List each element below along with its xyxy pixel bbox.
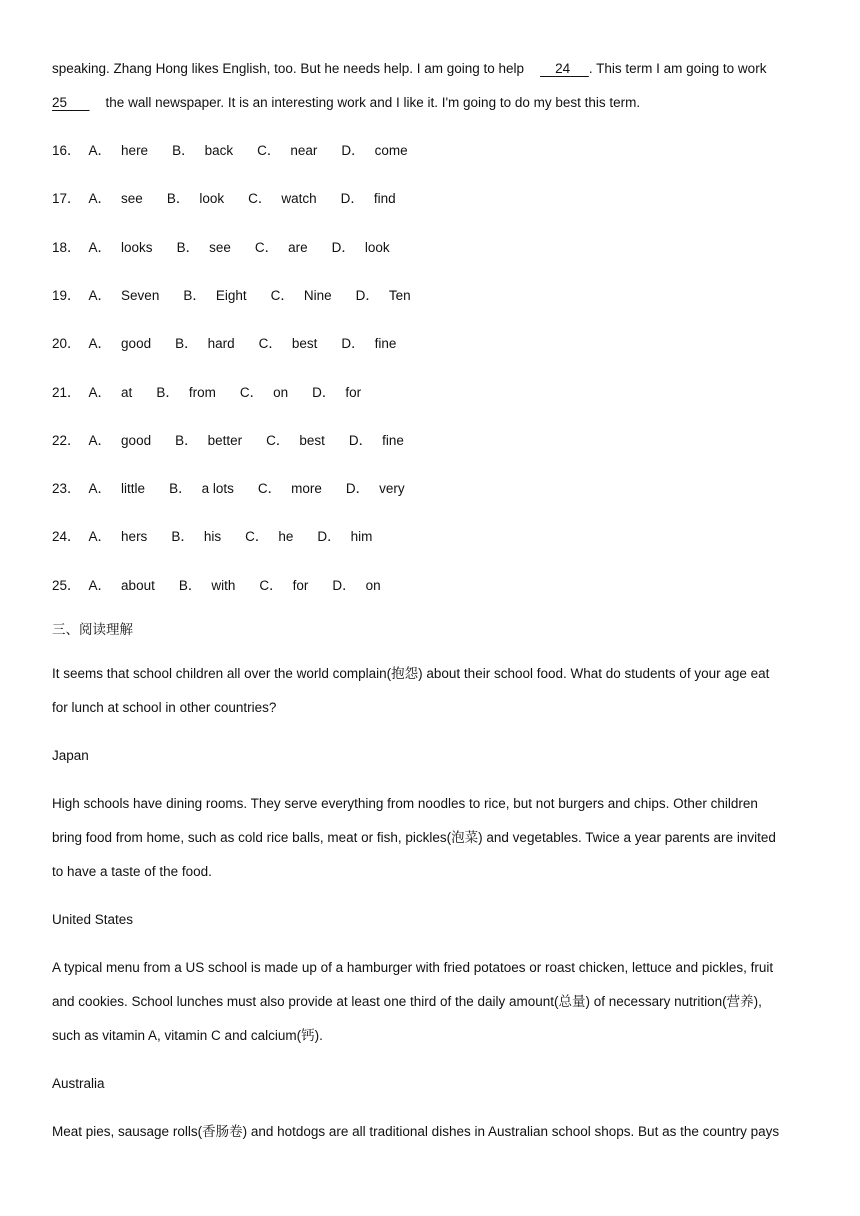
answer-option bbox=[341, 189, 396, 209]
option-letter: A． bbox=[88, 191, 112, 206]
option-text: find bbox=[373, 191, 396, 206]
option-letter: D． bbox=[341, 336, 365, 351]
answer-option bbox=[175, 431, 242, 451]
option-letter: C． bbox=[254, 240, 279, 255]
subheading-united-states: United States bbox=[52, 912, 134, 927]
answer-option bbox=[89, 189, 143, 209]
subheading-japan: Japan bbox=[52, 748, 89, 763]
passage-text: speaking. Zhang Hong likes English, too. But he needs help. I am going to help bbox=[52, 61, 525, 76]
question-number: 18． bbox=[52, 240, 81, 255]
answer-option bbox=[317, 527, 372, 547]
answer-option bbox=[248, 189, 317, 209]
section-heading: 三、阅读理解 bbox=[52, 622, 133, 637]
option-text: hers bbox=[121, 529, 148, 544]
option-text: good bbox=[121, 336, 152, 351]
question-number: 22． bbox=[52, 433, 81, 448]
option-letter: C． bbox=[257, 481, 282, 496]
answer-option bbox=[156, 383, 216, 403]
option-text: at bbox=[121, 385, 133, 400]
question-row bbox=[52, 383, 385, 403]
answer-option bbox=[356, 286, 411, 306]
option-text: back bbox=[204, 143, 234, 158]
us-line-3: such as vitamin A, vitamin C and calcium(钙). bbox=[52, 1028, 323, 1043]
question-number: 24． bbox=[52, 529, 81, 544]
option-text: from bbox=[188, 385, 216, 400]
answer-option bbox=[341, 141, 407, 161]
answer-option bbox=[172, 141, 233, 161]
option-letter: A． bbox=[88, 433, 112, 448]
option-letter: A． bbox=[88, 288, 112, 303]
australia-line-1: Meat pies, sausage rolls(香肠卷) and hotdogs are all traditional dishes in Australian school shops. But as the country pays bbox=[52, 1124, 780, 1139]
answer-option bbox=[89, 334, 152, 354]
answer-option bbox=[183, 286, 246, 306]
passage-text: . This term I am going to work bbox=[588, 61, 767, 76]
option-letter: D． bbox=[348, 433, 373, 448]
answer-option bbox=[89, 141, 149, 161]
answer-option bbox=[171, 527, 221, 547]
option-letter: B． bbox=[169, 481, 192, 496]
option-letter: C． bbox=[270, 288, 294, 303]
question-row bbox=[52, 238, 414, 258]
answer-option bbox=[349, 431, 404, 451]
answer-option bbox=[266, 431, 325, 451]
option-letter: C． bbox=[239, 385, 264, 400]
option-text: Nine bbox=[303, 288, 332, 303]
question-row bbox=[52, 141, 432, 161]
option-letter: A． bbox=[88, 385, 112, 400]
option-text: good bbox=[121, 433, 152, 448]
answer-option bbox=[259, 576, 308, 596]
option-letter: B． bbox=[175, 336, 198, 351]
option-text: little bbox=[121, 481, 146, 496]
option-letter: B． bbox=[178, 578, 202, 593]
option-text: fine bbox=[382, 433, 404, 448]
question-row bbox=[52, 479, 429, 499]
answer-option bbox=[89, 238, 153, 258]
question-number: 20． bbox=[52, 336, 81, 351]
question-number: 23． bbox=[52, 481, 81, 496]
answer-option bbox=[89, 383, 133, 403]
option-text: him bbox=[350, 529, 373, 544]
passage-line-2 bbox=[52, 93, 640, 113]
answer-option bbox=[258, 479, 322, 499]
answer-option bbox=[177, 238, 231, 258]
question-number: 17． bbox=[52, 191, 81, 206]
question-row bbox=[52, 527, 396, 547]
option-text: a lots bbox=[201, 481, 234, 496]
option-letter: A． bbox=[88, 481, 112, 496]
question-row bbox=[52, 576, 405, 596]
answer-option bbox=[175, 334, 235, 354]
option-text: he bbox=[278, 529, 294, 544]
option-text: his bbox=[203, 529, 222, 544]
option-letter: D． bbox=[340, 191, 364, 206]
passage-line-1 bbox=[52, 59, 766, 79]
question-number: 25． bbox=[52, 578, 81, 593]
option-letter: D． bbox=[331, 240, 355, 255]
question-number: 19． bbox=[52, 288, 81, 303]
question-row bbox=[52, 189, 420, 209]
option-letter: A． bbox=[88, 578, 112, 593]
reading-intro-2: for lunch at school in other countries? bbox=[52, 700, 277, 715]
option-text: come bbox=[374, 143, 408, 158]
option-text: on bbox=[273, 385, 289, 400]
option-text: for bbox=[292, 578, 309, 593]
option-text: best bbox=[299, 433, 325, 448]
option-letter: C． bbox=[259, 578, 283, 593]
question-row bbox=[52, 286, 435, 306]
option-letter: C． bbox=[257, 143, 281, 158]
us-line-1: A typical menu from a US school is made up of a hamburger with fried potatoes or roast chicken, lettuce and pickles, fruit bbox=[52, 960, 774, 975]
reading-intro-1: It seems that school children all over the world complain(抱怨) about their school food. What do students of your age eat bbox=[52, 666, 770, 681]
answer-option bbox=[332, 576, 380, 596]
answer-option bbox=[332, 238, 390, 258]
option-text: see bbox=[209, 240, 231, 255]
option-text: Ten bbox=[388, 288, 411, 303]
option-text: see bbox=[121, 191, 143, 206]
option-letter: D． bbox=[345, 481, 370, 496]
blank-24: 24 bbox=[555, 61, 571, 76]
option-letter: D． bbox=[332, 578, 356, 593]
answer-option bbox=[257, 141, 317, 161]
answer-option bbox=[259, 334, 318, 354]
answer-option bbox=[89, 286, 160, 306]
option-text: better bbox=[207, 433, 243, 448]
answer-option bbox=[89, 527, 148, 547]
option-text: for bbox=[345, 385, 362, 400]
passage-text: the wall newspaper. It is an interesting work and I like it. I'm going to do my best this term. bbox=[105, 95, 641, 110]
option-text: here bbox=[121, 143, 149, 158]
option-letter: D． bbox=[317, 529, 341, 544]
option-text: fine bbox=[374, 336, 397, 351]
option-letter: A． bbox=[88, 143, 112, 158]
question-number: 16． bbox=[52, 143, 81, 158]
japan-line-1: High schools have dining rooms. They serve everything from noodles to rice, but not burgers and chips. Other children bbox=[52, 796, 758, 811]
option-letter: B． bbox=[183, 288, 206, 303]
option-letter: D． bbox=[312, 385, 336, 400]
answer-option bbox=[312, 383, 361, 403]
answer-option bbox=[89, 479, 146, 499]
subheading-australia: Australia bbox=[52, 1076, 105, 1091]
option-text: look bbox=[199, 191, 225, 206]
option-text: very bbox=[379, 481, 405, 496]
answer-option bbox=[89, 431, 152, 451]
question-number: 21． bbox=[52, 385, 81, 400]
option-letter: C． bbox=[245, 529, 269, 544]
option-letter: C． bbox=[248, 191, 272, 206]
option-text: about bbox=[121, 578, 155, 593]
option-letter: B． bbox=[172, 143, 195, 158]
option-text: on bbox=[365, 578, 381, 593]
option-text: near bbox=[290, 143, 318, 158]
option-letter: D． bbox=[355, 288, 379, 303]
answer-option bbox=[240, 383, 288, 403]
answer-option bbox=[255, 238, 308, 258]
option-letter: B． bbox=[171, 529, 194, 544]
option-letter: B． bbox=[175, 433, 198, 448]
option-letter: C． bbox=[266, 433, 290, 448]
option-letter: B． bbox=[156, 385, 179, 400]
option-text: looks bbox=[121, 240, 153, 255]
option-letter: A． bbox=[88, 240, 112, 255]
option-letter: C． bbox=[258, 336, 282, 351]
answer-option bbox=[89, 576, 155, 596]
option-text: hard bbox=[207, 336, 235, 351]
option-text: watch bbox=[281, 191, 317, 206]
option-letter: B． bbox=[176, 240, 200, 255]
option-text: look bbox=[364, 240, 390, 255]
japan-line-2: bring food from home, such as cold rice balls, meat or fish, pickles(泡菜) and vegetables. Twice a year parents are invited bbox=[52, 830, 776, 845]
answer-option bbox=[179, 576, 236, 596]
option-text: more bbox=[291, 481, 322, 496]
option-text: are bbox=[288, 240, 308, 255]
answer-option bbox=[169, 479, 234, 499]
question-row bbox=[52, 334, 420, 354]
answer-option bbox=[271, 286, 332, 306]
answer-option bbox=[346, 479, 405, 499]
option-text: Seven bbox=[121, 288, 160, 303]
answer-option bbox=[245, 527, 293, 547]
option-letter: A． bbox=[88, 529, 112, 544]
option-letter: B． bbox=[166, 191, 190, 206]
us-line-2: and cookies. School lunches must also provide at least one third of the daily amount(总量) of necessary nutrition(营养), bbox=[52, 994, 762, 1009]
option-text: Eight bbox=[215, 288, 247, 303]
japan-line-3: to have a taste of the food. bbox=[52, 864, 212, 879]
answer-option bbox=[167, 189, 224, 209]
option-letter: A． bbox=[88, 336, 112, 351]
question-row bbox=[52, 431, 428, 451]
answer-option bbox=[341, 334, 396, 354]
option-text: with bbox=[211, 578, 236, 593]
option-text: best bbox=[291, 336, 318, 351]
blank-25: 25 bbox=[52, 95, 68, 110]
option-letter: D． bbox=[341, 143, 365, 158]
